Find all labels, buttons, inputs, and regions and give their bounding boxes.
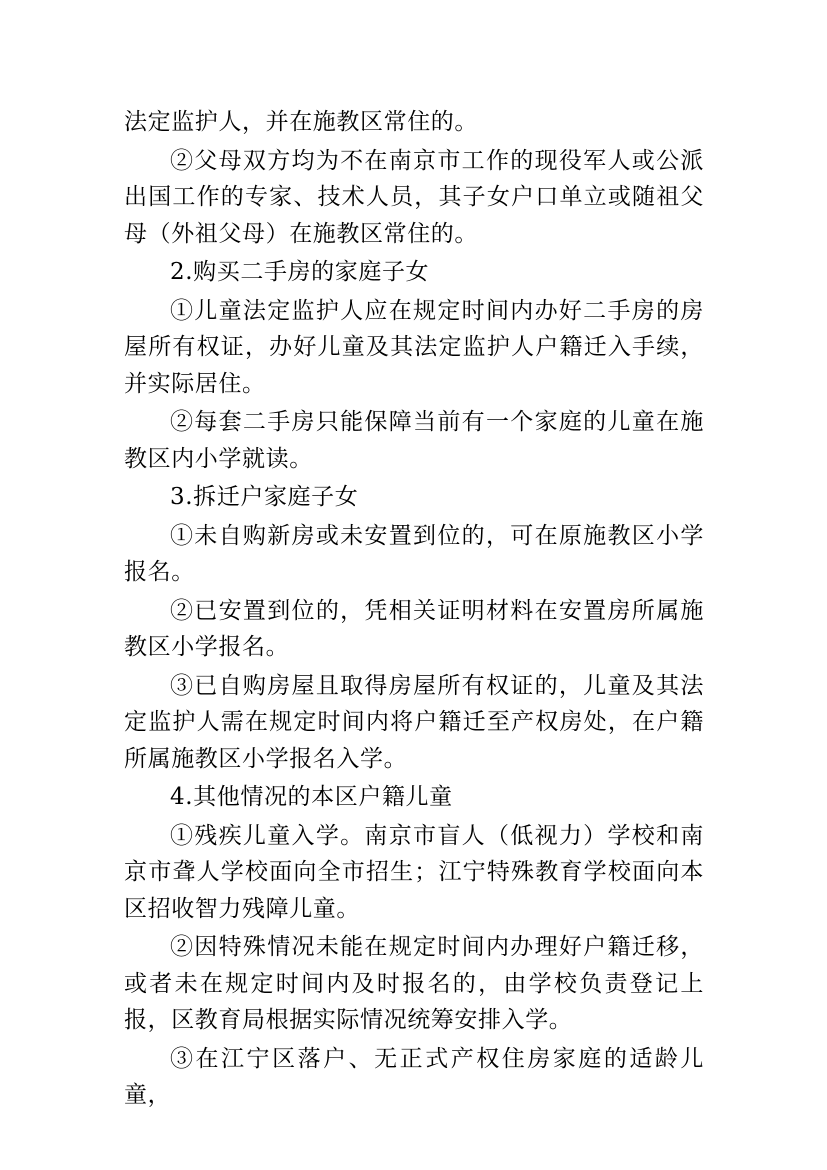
paragraph-item: ①儿童法定监护人应在规定时间内办好二手房的房屋所有权证，办好儿童及其法定监护人户籍迁入手续，并实际居住。 [124, 297, 704, 397]
section-heading: 4.其他情况的本区户籍儿童 [170, 784, 453, 810]
paragraph-item: ③在江宁区落户、无正式产权住房家庭的适龄儿童， [124, 1045, 704, 1108]
paragraph-continuation: 法定监护人，并在施教区常住的。 [124, 109, 478, 135]
section-heading: 2.购买二手房的家庭子女 [170, 259, 430, 285]
document-body [124, 104, 704, 1116]
paragraph-item: ①未自购新房或未安置到位的，可在原施教区小学报名。 [124, 522, 704, 585]
paragraph-item: ②已安置到位的，凭相关证明材料在安置房所属施教区小学报名。 [124, 597, 704, 660]
paragraph-item: ②父母双方均为不在南京市工作的现役军人或公派出国工作的专家、技术人员，其子女户口单立或随祖父母（外祖父母）在施教区常住的。 [124, 147, 704, 247]
section-heading: 3.拆迁户家庭子女 [170, 484, 359, 510]
paragraph-item: ②因特殊情况未能在规定时间内办理好户籍迁移，或者未在规定时间内及时报名的，由学校负责登记上报，区教育局根据实际情况统筹安排入学。 [124, 934, 704, 1033]
paragraph-item: ②每套二手房只能保障当前有一个家庭的儿童在施教区内小学就读。 [124, 409, 704, 472]
paragraph-item: ③已自购房屋且取得房屋所有权证的，儿童及其法定监护人需在规定时间内将户籍迁至产权房处，在户籍所属施教区小学报名入学。 [124, 672, 704, 772]
paragraph-item: ①残疾儿童入学。南京市盲人（低视力）学校和南京市聋人学校面向全市招生；江宁特殊教育学校面向本区招收智力残障儿童。 [124, 822, 704, 922]
